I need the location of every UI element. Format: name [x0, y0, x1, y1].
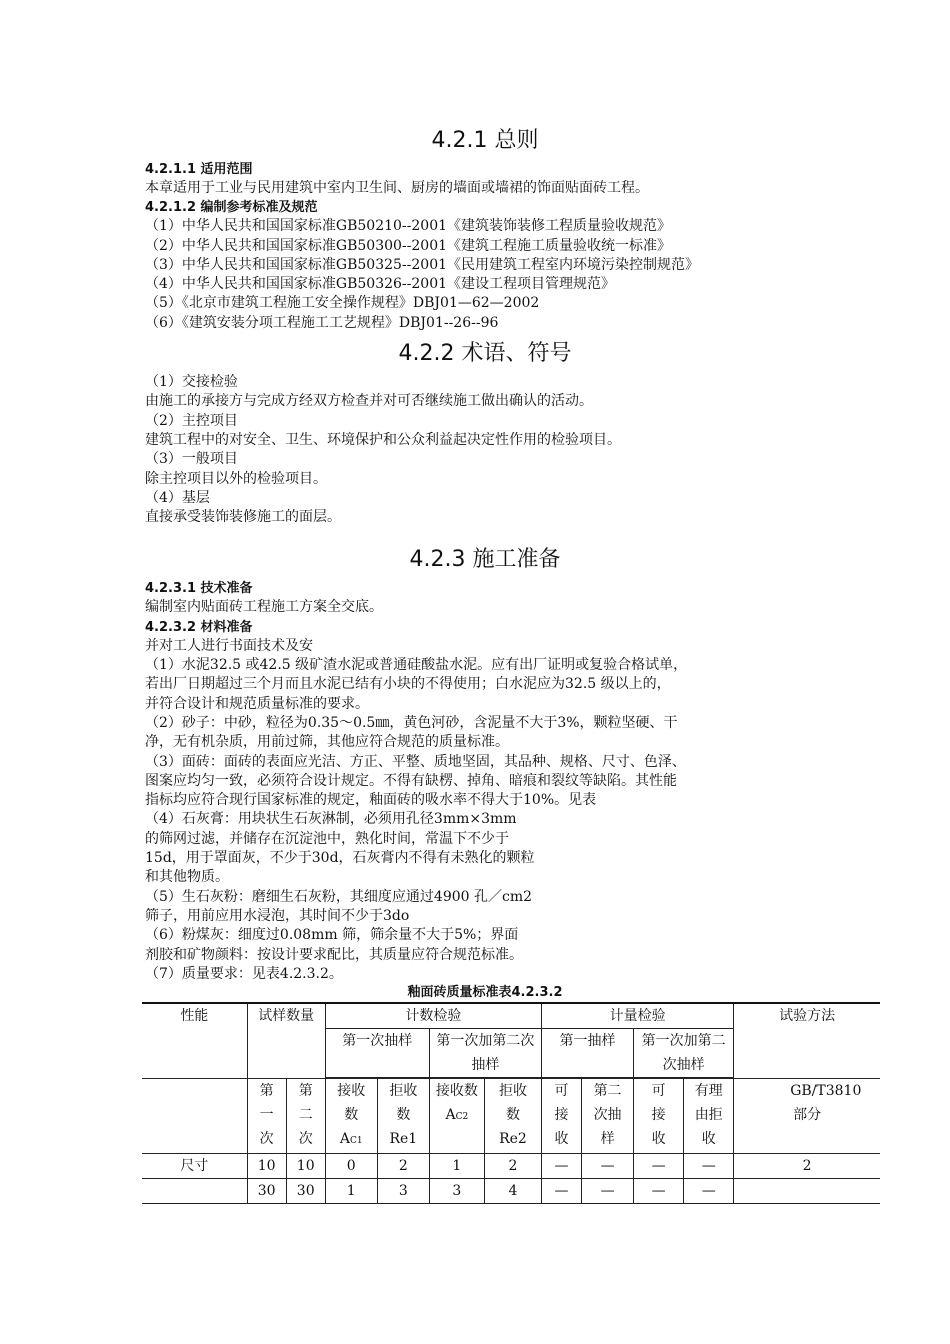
material-line: （3）面砖：面砖的表面应光洁、方正、平整、质地坚固，其品种、规格、尺寸、色泽、: [145, 753, 686, 770]
header-measure-inspection: 计量检验: [541, 1003, 733, 1029]
reference-item: （1）中华人民共和国国家标准GB50210--2001《建筑装饰装修工程质量验收规范》: [145, 218, 672, 235]
subsection-heading: 4.2.3.2 材料准备: [145, 619, 253, 635]
document-page: [145, 120, 862, 1204]
material-line: 并符合设计和规范质量标准的要求。: [145, 695, 369, 712]
term-line: （2）主控项目: [145, 412, 238, 429]
col-accept-2: 接收数AC2: [429, 1079, 484, 1154]
count-second-sampling: 第一次加第二次抽样: [429, 1029, 541, 1078]
table-cell: —: [582, 1154, 634, 1179]
quality-standard-table: [142, 1002, 880, 1204]
reference-item: （4）中华人民共和国国家标准GB50326--2001《建设工程项目管理规范》: [145, 276, 616, 293]
count-first-sampling: 第一次抽样: [325, 1029, 429, 1078]
material-line: 指标均应符合现行国家标准的规定，釉面砖的吸水率不得大于10%。见表: [145, 792, 597, 809]
term-line: 建筑工程中的对安全、卫生、环境保护和公众利益起决定性作用的检验项目。: [145, 431, 621, 448]
table-cell: 30: [247, 1179, 286, 1204]
reference-item: （3）中华人民共和国国家标准GB50325--2001《民用建筑工程室内环境污染控制规范》: [145, 256, 700, 273]
table-cell: 尺寸: [142, 1154, 247, 1179]
table-cell: —: [634, 1154, 684, 1179]
col-method: GB/T3810部分: [734, 1079, 880, 1154]
measure-first-sampling: 第一抽样: [541, 1029, 633, 1078]
material-line: （1）水泥32.5 或42.5 级矿渣水泥或普通硅酸盐水泥。应有出厂证明或复验合格试单，: [145, 657, 688, 674]
material-line: 筛子，用前应用水浸泡，其时间不少于3do: [145, 907, 410, 924]
reference-item: （6）《建筑安装分项工程施工工艺规程》DBJ01--26--96: [145, 314, 499, 331]
material-line: 的筛网过滤，并储存在沉淀池中，熟化时间，常温下不少于: [145, 830, 509, 847]
col-m-accept-1: 可接收: [541, 1079, 581, 1154]
material-line: （5）生石灰粉：磨细生石灰粉，其细度应通过4900 孔／cm2: [145, 888, 533, 905]
reference-item: （2）中华人民共和国国家标准GB50300--2001《建筑工程施工质量验收统一标准》: [145, 237, 672, 254]
table-cell: —: [541, 1179, 581, 1204]
material-line: 若出厂日期超过三个月而且水泥已结有小块的不得使用；白水泥应为32.5 级以上的，: [145, 676, 671, 693]
table-cell: 2: [484, 1154, 541, 1179]
term-line: （3）一般项目: [145, 451, 238, 468]
paragraph: 编制室内贴面砖工程施工方案全交底。: [145, 599, 383, 616]
col-m-second: 第二次抽样: [582, 1079, 634, 1154]
material-line: （2）砂子：中砂，粒径为0.35～0.5㎜，黄色河砂，含泥量不大于3%，颗粒坚硬、干: [145, 714, 678, 731]
term-line: （4）基层: [145, 489, 210, 506]
table-cell: 1: [429, 1154, 484, 1179]
material-line: 剂胶和矿物颜料：按设计要求配比，其质量应符合规范标准。: [145, 946, 523, 963]
material-line: （6）粉煤灰：细度过0.08mm 筛，筛余量不大于5%；界面: [145, 927, 519, 944]
table-cell: 2: [734, 1154, 880, 1179]
table-cell: 2: [377, 1154, 429, 1179]
material-line: 净，无有机杂质，用前过筛，其他应符合规范的质量标准。: [145, 734, 509, 751]
subsection-heading: 4.2.3.1 技术准备: [145, 581, 253, 597]
term-line: 由施工的承接方与完成方经双方检查并对可否继续施工做出确认的活动。: [145, 393, 593, 410]
table-cell: —: [582, 1179, 634, 1204]
reference-item: （5）《北京市建筑工程施工安全操作规程》DBJ01—62—2002: [145, 295, 540, 312]
col-reject-2: 拒收数Re2: [484, 1079, 541, 1154]
col-accept-1: 接收数AC1: [325, 1079, 377, 1154]
material-line: （7）质量要求：见表4.2.3.2。: [145, 965, 343, 982]
material-line: 图案应均匀一致，必须符合设计规定。不得有缺楞、掉角、暗痕和裂纹等缺陷。其性能: [145, 772, 677, 789]
table-cell: 30: [286, 1179, 325, 1204]
table-cell: —: [634, 1179, 684, 1204]
material-line: （4）石灰膏：用块状生石灰淋制，必须用孔径3mm×3mm: [145, 811, 517, 828]
term-line: 直接承受装饰装修施工的面层。: [145, 509, 341, 526]
paragraph: 本章适用于工业与民用建筑中室内卫生间、厨房的墙面或墙裙的饰面贴面砖工程。: [145, 180, 649, 196]
measure-second-sampling: 第一次加第二次抽样: [634, 1029, 734, 1078]
table-cell: 0: [325, 1154, 377, 1179]
table-caption: 釉面砖质量标准表4.2.3.2: [407, 985, 563, 1001]
table-cell: 3: [377, 1179, 429, 1204]
table-cell: 3: [429, 1179, 484, 1204]
table-cell: 1: [325, 1179, 377, 1204]
section-title-4-2-3: 4.2.3 施工准备: [409, 547, 561, 573]
col-m-reject: 有理由拒收: [684, 1079, 734, 1154]
table-cell: [734, 1179, 880, 1204]
section-title-4-2-2: 4.2.2 术语、符号: [398, 341, 572, 367]
header-test-method: 试验方法: [734, 1003, 880, 1079]
table-cell: 4: [484, 1179, 541, 1204]
section-title-4-2-1: 4.2.1 总则: [431, 128, 539, 153]
header-sample-qty: 试样数量: [247, 1003, 325, 1079]
col-reject-1: 拒收数Re1: [377, 1079, 429, 1154]
table-cell: 10: [286, 1154, 325, 1179]
material-line: 并对工人进行书面技术及安: [145, 637, 313, 654]
col-m-accept-2: 可接收: [634, 1079, 684, 1154]
term-line: （1）交接检验: [145, 374, 238, 391]
material-line: 和其他物质。: [145, 869, 229, 886]
table-cell: —: [684, 1179, 734, 1204]
material-line: 15d，用于罩面灰，不少于30d，石灰膏内不得有未熟化的颗粒: [145, 850, 535, 867]
table-cell: —: [684, 1154, 734, 1179]
table-cell: [142, 1179, 247, 1204]
header-performance: 性能: [142, 1003, 247, 1079]
subsection-heading: 4.2.1.2 编制参考标准及规范: [145, 200, 318, 216]
header-count-inspection: 计数检验: [325, 1003, 541, 1029]
term-line: 除主控项目以外的检验项目。: [145, 470, 327, 487]
col-first: 第一次: [247, 1079, 286, 1154]
table-cell: —: [541, 1154, 581, 1179]
subsection-heading: 4.2.1.1 适用范围: [145, 162, 253, 177]
col-second: 第二次: [286, 1079, 325, 1154]
table-cell: 10: [247, 1154, 286, 1179]
